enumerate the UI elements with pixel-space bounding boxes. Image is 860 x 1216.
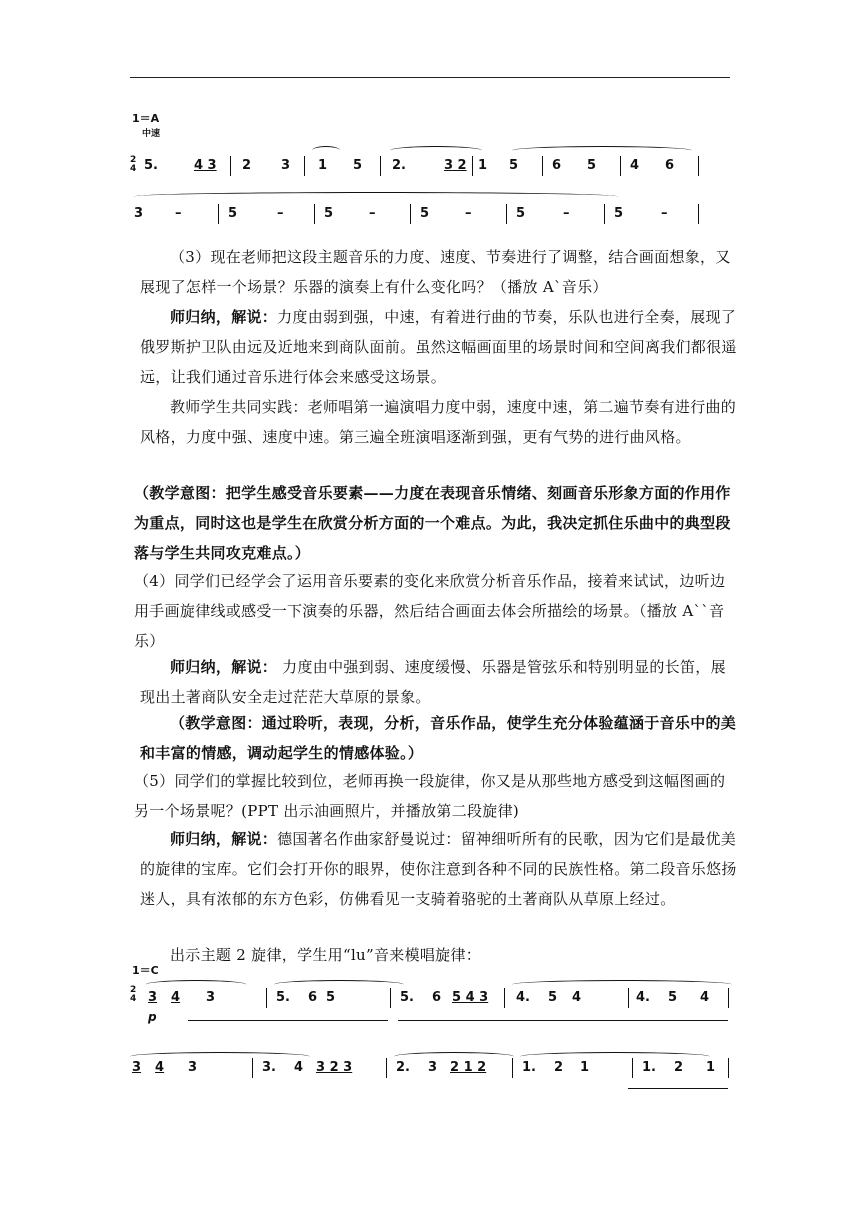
note: 4. [516,990,530,1005]
note: 4 [171,990,181,1005]
note: 3 2 [443,158,467,173]
score-theme-2 [128,962,732,1102]
note: 4 [572,990,582,1005]
teaching-intent-2: （教学意图：通过聆听，表现，分析，音乐作品，使学生充分体验蕴涵于音乐中的美和丰富的情感，调动起学生的情感体验。） [140,714,737,762]
note: 4 [155,1060,165,1075]
note: 5. [400,990,414,1005]
note: 5 4 3 [452,990,489,1005]
score-tempo: 中速 [142,129,161,139]
note: 3. [262,1060,276,1075]
dynamic-mark: p [148,1010,157,1024]
time-signature: 2 4 [130,985,137,1004]
note: 6 [665,158,675,173]
note: 1 [478,158,488,173]
summary-label: 师归纳，解说： [170,658,278,676]
note: 6 [431,990,442,1005]
note: 3 [188,1060,198,1075]
note: – [277,206,284,221]
note: 3 2 3 [316,1060,353,1075]
note: 3 [206,990,216,1005]
note: – [369,206,376,221]
summary-label: 师归纳，解说： [170,308,278,326]
note: 5. [276,990,290,1005]
note: 4 3 [193,158,217,173]
score-key: 1＝A [132,112,160,125]
note: 2. [392,158,406,173]
decrescendo-mark [398,1020,728,1021]
note: 4 [293,1060,304,1075]
note: 5 [667,990,678,1005]
joint-practice: 教师学生共同实践：老师唱第一遍演唱力度中弱，速度中速，第二遍节奏有进行曲的风格，力度中强、速度中速。第三遍全班演唱逐渐到强，更有气势的进行曲风格。 [140,398,737,446]
theme-2-intro: 出示主题 2 旋律，学生用“lu”音来模唱旋律： [170,946,482,964]
teacher-summary-3: 师归纳，解说：德国著名作曲家舒曼说过：留神细听所有的民歌，因为它们是最优美的旋律的宝库。它们会打开你的眼界，使你注意到各种不同的民族性格。第二段音乐悠扬迷人，具有浓郁的东方色彩，仿佛看见一支骑着骆驼的土著商队从草原上经过。 [140,830,737,908]
note: 1 [706,1060,716,1075]
note: – [563,206,570,221]
note: 6 [307,990,318,1005]
note: 4. [636,990,650,1005]
note: 2. [396,1060,410,1075]
note: 5 [547,990,558,1005]
time-signature: 2 4 [130,155,137,174]
note: 3 [427,1060,438,1075]
teaching-intent-1: （教学意图：把学生感受音乐要素——力度在表现音乐情绪、刻画音乐形象方面的作用作为重点，同时这也是学生在欣赏分析方面的一个难点。为此，我决定抓住乐曲中的典型段落与学生共同攻克难点。） [134,484,731,562]
teacher-summary-1: 师归纳，解说：力度由弱到强，中速，有着进行曲的节奏，乐队也进行全奏，展现了俄罗斯护卫队由远及近地来到商队面前。虽然这幅画面里的场景时间和空间离我们都很遥远，让我们通过音乐进行体会来感受这场景。 [140,308,737,386]
note: 3 [132,1060,142,1075]
note: 1 [318,158,328,173]
note: 5 [228,206,238,221]
note: – [661,206,668,221]
score-line-2 [128,1046,732,1090]
note: 5 [324,206,334,221]
teacher-summary-2: 师归纳，解说： 力度由中强到弱、速度缓慢、乐器是管弦乐和特别明显的长笛，展现出土著商队安全走过茫茫大草原的景象。 [140,658,726,706]
paragraph-4: （4）同学们已经学会了运用音乐要素的变化来欣赏分析音乐作品，接着来试试，边听边用手画旋律线或感受一下演奏的乐器，然后结合画面去体会所描绘的场景。（播放 A``音乐） [134,572,726,650]
note: 1. [642,1060,656,1075]
score-line-1 [128,146,732,190]
note: – [465,206,472,221]
note: 5 [614,206,624,221]
note: 4 [700,990,710,1005]
paragraph-3: （3）现在老师把这段主题音乐的力度、速度、节奏进行了调整，结合画面想象，又展现了怎样一个场景？乐器的演奏上有什么变化吗？（播放 A`音乐） [140,248,731,296]
note: 2 [673,1060,684,1075]
score-line-2 [128,190,732,234]
score-line-1 [128,976,732,1020]
score-theme-1 [128,110,732,235]
note: 6 [552,158,562,173]
note: 3 [281,158,291,173]
note: 1. [522,1060,536,1075]
note: 5 [587,158,597,173]
note: 5. [144,158,158,173]
note: – [175,206,182,221]
paragraph-5: （5）同学们的掌握比较到位，老师再换一段旋律，你又是从那些地方感受到这幅图画的另一个场景呢？(PPT 出示油画照片，并播放第二段旋律) [134,772,726,820]
note: 3 [148,990,158,1005]
note: 4 [630,158,640,173]
summary-label: 师归纳，解说： [170,830,278,848]
note: 2 1 2 [450,1060,487,1075]
note: 5 [509,158,519,173]
note: 5 [326,990,336,1005]
note: 1 [580,1060,590,1075]
note: 3 [134,206,144,221]
note: 5 [516,206,526,221]
note: 5 [353,158,363,173]
score-key: 1＝C [132,964,159,977]
crescendo-mark [188,1020,388,1021]
header-rule [130,77,730,78]
note: 5 [420,206,430,221]
note: 2 [553,1060,564,1075]
decrescendo-mark [628,1088,728,1089]
note: 2 [242,158,252,173]
